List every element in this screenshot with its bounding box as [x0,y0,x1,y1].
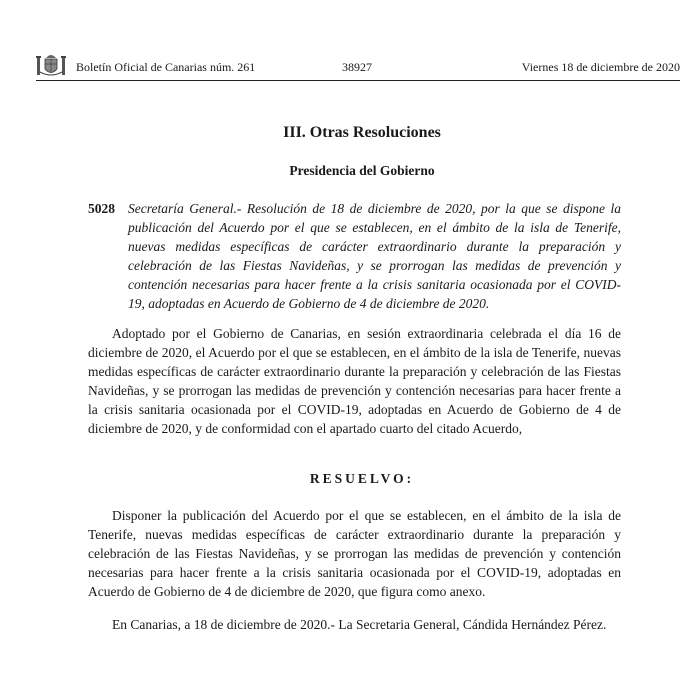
issue-date: Viernes 18 de diciembre de 2020 [521,60,680,74]
journal-name: Boletín Oficial de Canarias núm. 261 [76,60,256,74]
entry-summary-text: Secretaría General.- Resolución de 18 de diciembre de 2020, por la que se dispone la publicación del Acuerdo por el que se establecen, en el ámbito de la isla de Tenerife, nuevas medidas específicas de carácter extraordinario durante la preparación y celebración de las Fiestas Navideñas, y se prorrogan las medidas de prevención y contención necesarias para hacer frente a la crisis sanitaria ocasionada por el COVID-19, adoptadas en Acuerdo de Gobierno de 4 de diciembre de 2020. [128,201,621,311]
signature-paragraph: En Canarias, a 18 de diciembre de 2020.- La Secretaria General, Cándida Hernández Pérez. [112,617,607,632]
header-divider [36,80,680,81]
resuelvo-heading: RESUELVO: [309,471,415,486]
coat-of-arms-icon [36,52,66,78]
entry-number: 5028 [88,201,115,216]
body-paragraph-2: Disponer la publicación del Acuerdo por el que se establecen, en el ámbito de la isla de Tenerife, nuevas medidas específicas de carácter extraordinario durante la preparación y celebración de las Fiestas Navideñas, y se prorrogan las medidas de prevención y contención necesarias para hacer frente a la crisis sanitaria ocasionada por el COVID-19, adoptadas en Acuerdo de Gobierno de 4 de diciembre de 2020, que figura como anexo. [88,508,621,599]
entry-summary [88,200,621,313]
organization-title: Presidencia del Gobierno [289,163,435,178]
page-header [36,52,680,80]
body-paragraph-1: Adoptado por el Gobierno de Canarias, en sesión extraordinaria celebrada el día 16 de diciembre de 2020, el Acuerdo por el que se establecen, en el ámbito de la isla de Tenerife, nuevas medidas específicas de carácter extraordinario durante la preparación y celebración de las Fiestas Navideñas, y se prorrogan las medidas de prevención y contención necesarias para hacer frente a la crisis sanitaria ocasionada por el COVID-19, adoptadas en Acuerdo de Gobierno de 4 de diciembre de 2020, y de conformidad con el apartado cuarto del citado Acuerdo, [88,326,621,436]
page-number: 38927 [342,60,372,74]
section-title: III. Otras Resoluciones [283,124,441,141]
